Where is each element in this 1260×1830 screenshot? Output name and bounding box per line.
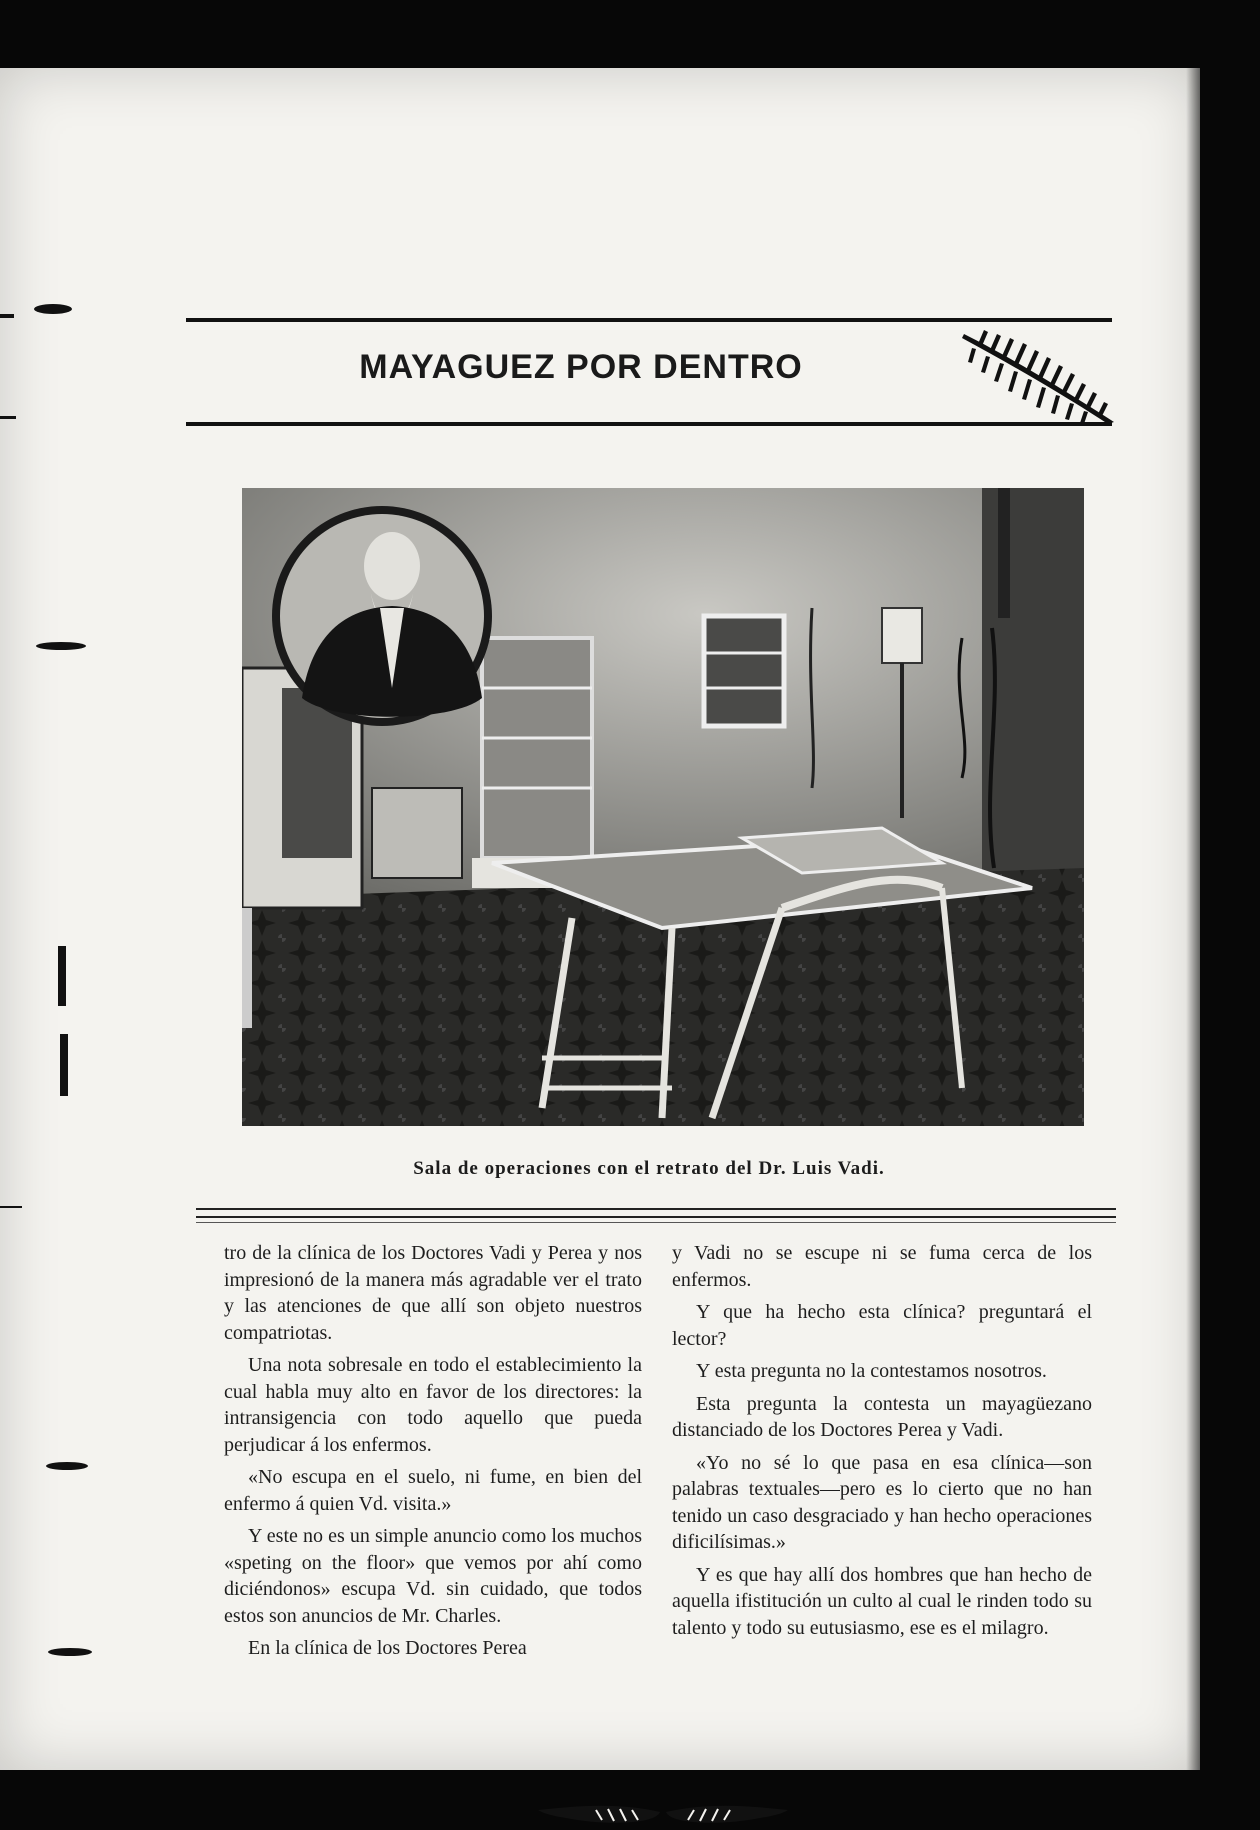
article-paragraph: Esta pregunta la contesta un mayagüezano distanciado de los Doctores Perea y Vadi. [672,1392,1092,1441]
scan-mark [58,946,66,1006]
newspaper-page [0,68,1200,1770]
photo-caption: Sala de operaciones con el retrato del Dr. Luis Vadi. [413,1158,885,1179]
divider-rule [196,1216,1116,1218]
operating-room-image [242,488,1084,1126]
scan-mark [0,416,16,419]
scan-mark [46,1462,88,1470]
fern-ornament-icon [958,326,1118,426]
scan-mark [34,304,72,314]
article-paragraph: «No escupa en el suelo, ni fume, en bien del enfermo á quien Vd. visita.» [224,1466,642,1515]
scan-mark [60,1034,68,1096]
scan-mark [36,642,86,650]
scan-mark [0,1206,22,1208]
article-paragraph: tro de la clínica de los Doctores Vadi y Perea y nos impresionó de la manera más agradable ver el trato y las atenciones de que allí son objeto nuestros compatriotas. [224,1242,642,1344]
operating-room-photo [242,488,1084,1126]
section-title: MAYAGUEZ POR DENTRO [359,348,803,386]
article-paragraph: y Vadi no se escupe ni se fuma cerca de los enfermos. [672,1242,1092,1291]
article-paragraph: Y que ha hecho esta clínica? preguntará el lector? [672,1301,1092,1350]
divider-rule [196,1222,1116,1223]
article-paragraph: «Yo no sé lo que pasa en esa clínica—son palabras textuales—pero es lo cierto que no han tenido un caso desgraciado y han hecho operaciones dificilísimas.» [672,1451,1092,1553]
article-paragraph: En la clínica de los Doctores Perea [248,1637,527,1659]
article-column-left [224,1240,642,1668]
page-end-ornament-icon [536,1796,790,1830]
article-paragraph: Y es que hay allí dos hombres que han hecho de aquella ifistitución un culto al cual le rinden todo su talento y todo su eutusiasmo, ese es el milagro. [672,1563,1092,1639]
divider-rule [196,1208,1116,1210]
scan-mark [48,1648,92,1656]
scan-mark [0,314,14,318]
article-paragraph: Una nota sobresale en todo el establecimiento la cual habla muy alto en favor de los directores: la intransigencia con todo aquello que pueda perjudicar á los enfermos. [224,1354,642,1456]
article-column-right [672,1240,1092,1647]
article-paragraph: Y esta pregunta no la contestamos nosotros. [696,1360,1047,1382]
article-paragraph: Y este no es un simple anuncio como los muchos «speting on the floor» que vemos por ahí como diciéndonos» escupa Vd. sin cuidado, que todos estos son anuncios de Mr. Charles. [224,1525,642,1627]
header-rule-bottom [186,422,1112,426]
header-rule-top [186,318,1112,322]
